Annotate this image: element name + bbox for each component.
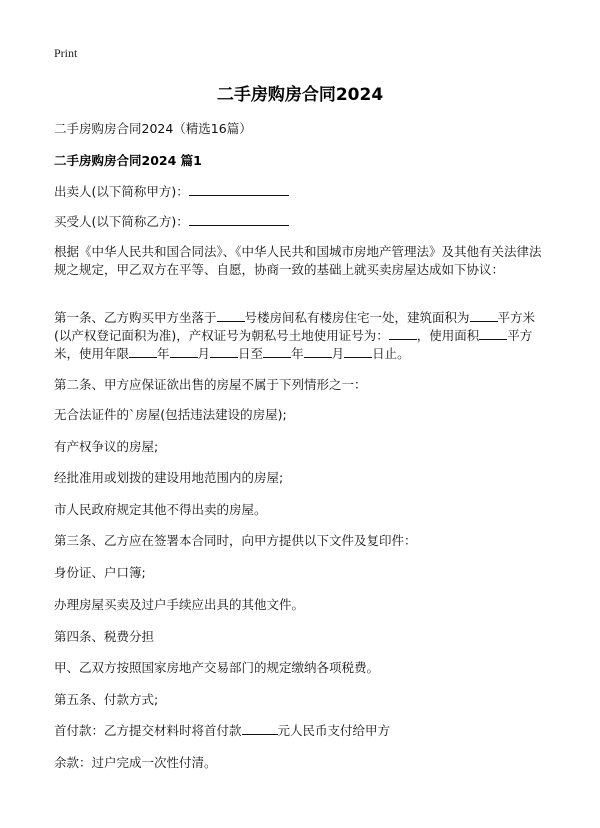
list-item: 有产权争议的房屋; [54, 439, 159, 454]
down-payment-text: 元人民币支付给甲方 [277, 723, 391, 738]
article-1-text: ，使用面积 [416, 328, 480, 343]
article-5: 第五条、付款方式; [54, 692, 159, 707]
blank [304, 345, 332, 358]
subtitle: 二手房购房合同2024（精选16篇） [54, 121, 252, 136]
article-1-text: 月 [331, 346, 345, 361]
seller-blank [189, 183, 289, 196]
article-3: 第三条、乙方应在签署本合同时，向甲方提供以下文件及复印件： [54, 533, 417, 548]
article-4-body: 甲、乙双方按照国家房地产交易部门的规定缴纳各项税费。 [54, 660, 380, 675]
article-2: 第二条、甲方应保证欲出售的房屋不属于下列情形之一： [54, 377, 367, 392]
article-1-text: 第一条、乙方购买甲方坐落于 [54, 310, 217, 325]
list-item: 身份证、户口簿; [54, 565, 146, 580]
down-payment-text: 首付款：乙方提交材料时将首付款 [54, 723, 242, 738]
article-1 [54, 309, 549, 363]
section-heading: 二手房购房合同2024 篇1 [54, 153, 202, 168]
article-1-text: 月 [197, 346, 211, 361]
blank [129, 345, 157, 358]
article-1-text: 平方米(以产权登记面积为准)，产权证号为朝私号土地使用证号为： [54, 310, 536, 343]
article-1-text: 日止。 [372, 346, 410, 361]
blank [344, 345, 372, 358]
article-1-text: 年 [291, 346, 304, 361]
blank [210, 345, 238, 358]
blank [242, 722, 278, 735]
article-1-text: 号楼房间私有楼房住宅一处，建筑面积为 [244, 310, 470, 325]
document-title: 二手房购房合同2024 [216, 85, 384, 105]
list-item: 无合法证件的`房屋(包括违法建设的房屋); [54, 407, 287, 422]
list-item: 办理房屋买卖及过户手续应出具的其他文件。 [54, 597, 305, 612]
blank [217, 309, 245, 322]
buyer-label: 买受人(以下简称乙方)： [54, 214, 189, 229]
print-link[interactable]: Print [54, 46, 78, 60]
seller-label: 出卖人(以下简称甲方)： [54, 184, 189, 199]
list-item: 经批准用或划拨的建设用地范围内的房屋; [54, 470, 284, 485]
article-1-text: 年 [157, 346, 170, 361]
blank [389, 327, 417, 340]
seller-line [54, 183, 549, 201]
blank [470, 309, 498, 322]
balance-line: 余款：过户完成一次性付清。 [54, 755, 217, 770]
down-payment-line [54, 722, 549, 740]
article-4: 第四条、税费分担 [54, 629, 155, 644]
blank [263, 345, 291, 358]
intro-paragraph: 根据《中华人民共和国合同法》、《中华人民共和国城市房地产管理法》及其他有关法律法规之规定，甲乙双方在平等、自愿，协商一致的基础上就买卖房屋达成如下协议： [54, 244, 542, 277]
article-1-text: 日至 [238, 346, 264, 361]
buyer-line [54, 213, 549, 231]
list-item: 市人民政府规定其他不得出卖的房屋。 [54, 502, 267, 517]
blank [170, 345, 198, 358]
buyer-blank [189, 213, 289, 226]
article-1-text: 平方米，使用年限 [54, 328, 533, 361]
blank [479, 327, 507, 340]
